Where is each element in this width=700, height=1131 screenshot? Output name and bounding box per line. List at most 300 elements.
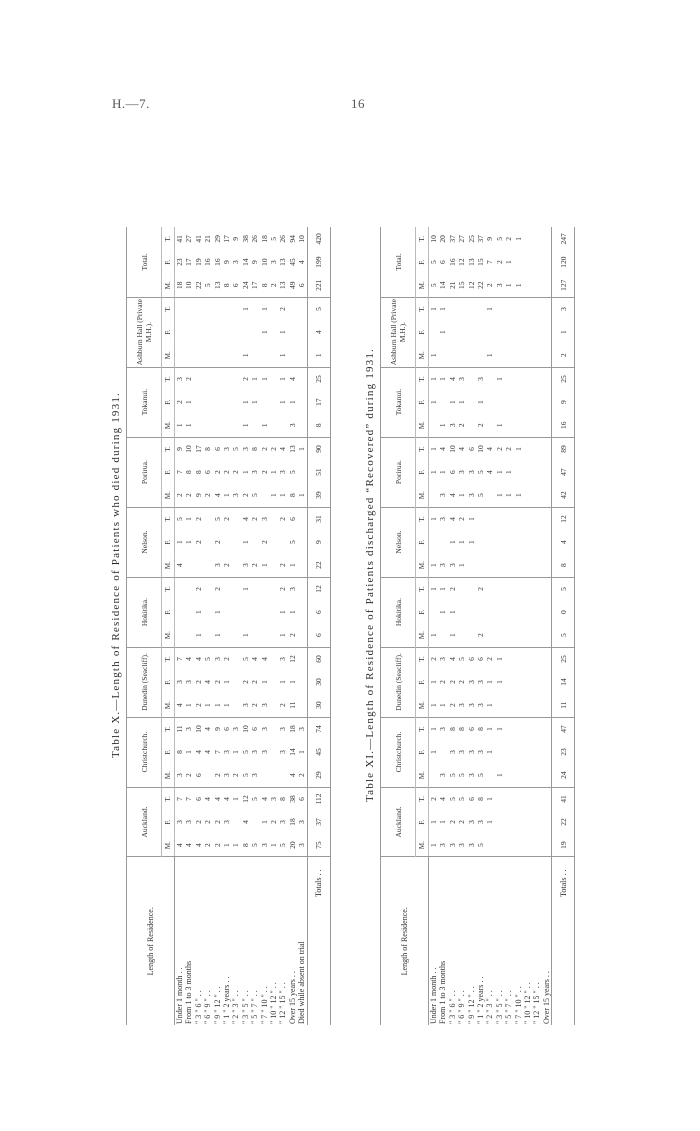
table-cell: 7 <box>184 797 194 801</box>
totals-cell: 89 <box>552 437 575 460</box>
table-row <box>194 227 203 1025</box>
table-cell: 3 <box>438 834 447 857</box>
table-cell: 5 <box>457 797 467 801</box>
table-cell: 6 <box>466 727 476 731</box>
totals-cell: 25 <box>552 367 575 390</box>
row-label: " 5 " 7 " . . <box>250 990 260 1024</box>
table-cell <box>523 740 532 763</box>
table-cell <box>222 577 231 600</box>
sub-header: M. <box>162 624 175 647</box>
col-group-header: Auckland. <box>127 787 162 857</box>
table-cell <box>297 414 307 437</box>
table-cell <box>297 577 307 600</box>
totals-cell: 41 <box>552 787 575 810</box>
table-cell <box>523 227 532 250</box>
table-cell <box>523 530 532 553</box>
table-cell: 1 <box>485 344 494 367</box>
table-cell: 1 <box>438 820 448 824</box>
table-cell: 2 <box>222 657 232 661</box>
row-label: Over 15 years . . <box>541 971 551 1024</box>
totals-cell: 1 <box>307 344 330 367</box>
table-cell: 1 <box>184 414 193 437</box>
table-cell <box>269 507 278 530</box>
table-cell <box>495 694 504 717</box>
table-cell <box>467 577 476 600</box>
table-cell <box>297 647 307 670</box>
table-cell: 18 <box>175 274 185 297</box>
totals-cell: 12 <box>307 577 330 600</box>
table-cell: 2 <box>213 764 222 787</box>
table-cell <box>467 600 476 623</box>
table-cell <box>542 670 552 693</box>
totals-cell: 4 <box>552 530 575 553</box>
totals-cell: 5 <box>307 297 330 320</box>
table-cell: 3 <box>278 470 288 474</box>
table-cell <box>203 600 212 623</box>
table-cell: 8 <box>476 797 486 801</box>
table-cell: 4 <box>175 834 185 857</box>
table-cell: 1 <box>212 610 222 614</box>
table-cell: 1 <box>494 470 504 474</box>
row-label: Died while absent on trial <box>297 941 307 1024</box>
table-cell: 9 <box>175 447 184 451</box>
table-cell: 2 <box>457 820 467 824</box>
table-cell <box>532 530 541 553</box>
totals-cell: 221 <box>307 274 330 297</box>
table-cell: 13 <box>278 274 287 297</box>
table-cell: 2 <box>504 447 514 451</box>
table-cell <box>532 460 541 483</box>
table-cell: 5 <box>212 517 222 521</box>
table-cell: 2 <box>193 540 203 544</box>
table-cell <box>495 834 504 857</box>
table-cell <box>532 670 541 693</box>
table-cell: 3 <box>457 834 466 857</box>
table-cell <box>495 787 504 810</box>
table-cell <box>504 554 513 577</box>
table-cell: 1 <box>429 517 438 521</box>
table-cell: 3 <box>476 750 486 754</box>
table-cell: 2 <box>476 414 485 437</box>
col-group-header: Tokanui. <box>381 367 416 437</box>
table-cell: 2 <box>297 764 307 787</box>
table-cell: 4 <box>203 797 213 801</box>
table-cell: 9 <box>485 236 495 241</box>
table-cell: 2 <box>250 554 259 577</box>
table-cell: 1 <box>429 587 438 591</box>
table-cell: 15 <box>457 274 466 297</box>
table-cell <box>269 554 278 577</box>
table-cell <box>504 367 513 390</box>
table-cell: 3 <box>457 377 467 381</box>
totals-cell: 74 <box>307 717 330 740</box>
table-cell: 3 <box>231 260 241 265</box>
table-cell <box>194 554 203 577</box>
table-cell: 3 <box>175 377 184 381</box>
table-cell <box>213 414 222 437</box>
table-cell: 3 <box>457 470 467 474</box>
sub-header: F. <box>416 250 429 273</box>
table-cell: 1 <box>447 400 457 404</box>
table-cell: 3 <box>297 727 307 731</box>
table-cell <box>542 320 552 343</box>
table-cell <box>231 670 240 693</box>
totals-cell: 1 <box>552 320 575 343</box>
table-cell: 2 <box>269 447 279 451</box>
totals-row <box>552 227 575 1025</box>
totals-cell: 51 <box>307 460 330 483</box>
table-row <box>278 227 287 1025</box>
table-cell: 1 <box>504 260 514 265</box>
table-cell: 12 <box>457 258 467 266</box>
table-cell: 3 <box>222 764 231 787</box>
sub-header: T. <box>162 367 175 390</box>
table-cell: 1 <box>429 624 439 647</box>
table-cell <box>250 414 259 437</box>
table-cell: 25 <box>466 235 476 243</box>
table-cell <box>231 694 240 717</box>
table-cell <box>523 554 532 577</box>
table-cell: 1 <box>241 414 250 437</box>
table-cell: 17 <box>184 258 194 266</box>
col-group-header: Porirua. <box>381 437 416 507</box>
sub-header: M. <box>162 764 175 787</box>
table-cell: 2 <box>447 820 457 824</box>
table-row <box>532 227 541 1025</box>
table-cell <box>523 320 532 343</box>
table-cell <box>542 717 552 740</box>
table-cell <box>467 390 476 413</box>
table-cell <box>476 600 485 623</box>
table-cell: 1 <box>494 657 504 661</box>
table-cell: 1 <box>287 680 297 684</box>
table-cell <box>260 764 269 787</box>
table-cell: 41 <box>193 235 203 243</box>
col-group-header: Hokitika. <box>381 577 416 647</box>
table-row <box>260 227 269 1025</box>
table-cell <box>504 414 513 437</box>
table-cell <box>504 810 513 833</box>
table-cell: 2 <box>203 484 212 507</box>
totals-cell: 22 <box>307 554 330 577</box>
table-xi-title: Table XI.—Length of Residence of Patients discharged “Recovered” during 1931. <box>364 348 376 803</box>
table-cell: 2 <box>212 540 222 544</box>
table-cell: 2 <box>250 694 259 717</box>
table-cell <box>250 320 259 343</box>
table-cell <box>523 787 532 810</box>
table-cell <box>297 320 307 343</box>
sub-header: F. <box>416 320 429 343</box>
table-cell: 1 <box>287 400 297 404</box>
sub-header: F. <box>162 600 175 623</box>
sub-header: M. <box>162 554 175 577</box>
table-cell: 26 <box>250 235 260 243</box>
table-cell: 8 <box>203 447 213 451</box>
totals-cell: 37 <box>307 810 330 833</box>
table-cell: 21 <box>203 235 213 243</box>
table-cell: 1 <box>213 694 222 717</box>
table-row <box>485 227 494 1025</box>
sub-header: M. <box>416 764 429 787</box>
table-cell: 26 <box>278 235 288 243</box>
row-label: " 7 " 10 " . . <box>259 986 269 1024</box>
table-cell <box>250 297 259 320</box>
table-cell <box>532 414 541 437</box>
table-cell <box>175 297 185 320</box>
table-cell: 6 <box>447 470 457 474</box>
table-cell: 5 <box>240 657 250 661</box>
table-cell: 4 <box>288 764 297 787</box>
table-cell: 8 <box>447 727 457 731</box>
table-cell <box>438 530 447 553</box>
table-cell: 1 <box>278 484 287 507</box>
table-cell: 24 <box>241 274 250 297</box>
table-cell: 4 <box>194 834 203 857</box>
table-cell: 1 <box>222 484 231 507</box>
row-label: " 3 " 6 " . . <box>447 990 457 1024</box>
table-cell: 2 <box>250 517 260 521</box>
table-cell <box>457 577 466 600</box>
table-cell: 3 <box>438 727 448 731</box>
table-cell: 13 <box>287 445 297 453</box>
table-cell: 3 <box>287 587 297 591</box>
table-cell: 1 <box>495 764 504 787</box>
table-cell <box>514 717 523 740</box>
table-cell: 6 <box>212 447 222 451</box>
table-cell: 2 <box>485 657 495 661</box>
table-cell: 6 <box>194 764 203 787</box>
rotated-tables <box>110 125 610 1025</box>
table-cell <box>278 764 287 787</box>
table-cell: 16 <box>447 258 457 266</box>
sub-header: F. <box>416 670 429 693</box>
table-cell <box>429 600 439 623</box>
col-group-header: Ashburn Hall (Private M.H.). <box>381 297 416 367</box>
table-cell: 4 <box>175 694 185 717</box>
table-cell <box>250 810 259 833</box>
table-cell: 2 <box>194 694 203 717</box>
table-cell <box>476 320 485 343</box>
table-cell <box>448 320 457 343</box>
table-cell: 5 <box>250 484 259 507</box>
table-cell <box>514 460 523 483</box>
totals-cell: 30 <box>307 670 330 693</box>
table-cell <box>250 530 259 553</box>
table-cell <box>532 740 541 763</box>
table-cell: 1 <box>278 610 288 614</box>
table-row <box>438 227 447 1025</box>
table-cell <box>288 297 297 320</box>
table-cell <box>269 530 278 553</box>
col-group-header: Christchurch. <box>127 717 162 787</box>
table-cell: 7 <box>175 797 184 801</box>
table-cell: 3 <box>269 797 279 801</box>
table-cell <box>514 554 523 577</box>
table-row <box>542 227 552 1025</box>
totals-cell: 16 <box>552 414 575 437</box>
sub-header: M. <box>162 484 175 507</box>
table-cell: 2 <box>184 484 193 507</box>
table-row <box>495 227 504 1025</box>
table-xi <box>380 227 575 1025</box>
table-row <box>457 227 466 1025</box>
table-cell <box>269 390 278 413</box>
table-cell: 3 <box>175 820 184 824</box>
table-cell: 5 <box>250 797 260 801</box>
table-cell <box>213 367 222 390</box>
table-cell <box>532 787 541 810</box>
table-cell <box>523 460 532 483</box>
table-cell <box>297 367 307 390</box>
table-cell: 19 <box>193 258 203 266</box>
table-cell <box>532 764 541 787</box>
table-cell: 4 <box>193 750 203 754</box>
table-cell: 1 <box>222 834 231 857</box>
table-cell: 8 <box>288 484 297 507</box>
table-cell <box>231 414 240 437</box>
table-cell: 3 <box>438 554 447 577</box>
table-cell: 5 <box>494 236 504 241</box>
col-group-header: Hokitika. <box>127 577 162 647</box>
table-cell: 2 <box>278 554 287 577</box>
table-cell <box>504 694 513 717</box>
table-cell <box>514 764 523 787</box>
table-cell: 3 <box>175 764 185 787</box>
table-cell: 1 <box>175 414 185 437</box>
table-cell <box>542 624 552 647</box>
table-cell <box>231 624 240 647</box>
table-cell <box>222 624 231 647</box>
table-cell: 13 <box>466 258 476 266</box>
length-header: Length of Residence. <box>127 857 175 1025</box>
totals-cell: 14 <box>552 670 575 693</box>
sub-header: M. <box>416 834 429 857</box>
table-cell: 10 <box>240 725 250 733</box>
sub-header: T. <box>416 647 429 670</box>
table-cell: 1 <box>495 414 504 437</box>
table-cell <box>514 507 523 530</box>
sub-header: T. <box>162 577 175 600</box>
sub-header: F. <box>416 740 429 763</box>
table-cell: 4 <box>438 797 448 801</box>
table-cell <box>260 390 269 413</box>
row-label: " 6 " 9 " . . <box>203 990 213 1024</box>
col-group-header: Dunedin (Seacliff). <box>127 647 162 717</box>
table-cell: 4 <box>250 657 260 661</box>
table-cell <box>504 507 513 530</box>
table-cell <box>532 717 541 740</box>
table-cell <box>485 554 494 577</box>
table-cell <box>448 344 457 367</box>
table-cell: 6 <box>297 797 307 801</box>
page-reference: H.—7. <box>112 96 150 111</box>
table-cell <box>269 694 278 717</box>
table-cell <box>542 740 552 763</box>
totals-cell: 6 <box>307 624 330 647</box>
length-header: Length of Residence. <box>381 857 429 1025</box>
table-cell <box>231 344 240 367</box>
sub-header: F. <box>162 670 175 693</box>
table-cell: 3 <box>212 657 222 661</box>
table-cell: 9 <box>222 260 232 265</box>
table-cell <box>504 320 513 343</box>
table-cell: 8 <box>184 470 194 474</box>
table-cell <box>532 694 541 717</box>
table-cell: 4 <box>278 447 288 451</box>
table-cell: 13 <box>278 258 288 266</box>
table-cell <box>485 367 494 390</box>
table-cell: 1 <box>495 484 504 507</box>
table-cell <box>231 810 240 833</box>
table-cell: 5 <box>175 517 184 521</box>
table-cell: 1 <box>269 484 278 507</box>
table-cell: 1 <box>278 400 288 404</box>
table-cell: 2 <box>476 624 485 647</box>
table-cell <box>269 367 278 390</box>
table-cell <box>213 344 222 367</box>
table-cell <box>457 320 466 343</box>
table-cell: 1 <box>240 540 250 544</box>
table-cell: 3 <box>259 727 269 731</box>
table-cell <box>523 600 532 623</box>
table-cell <box>203 390 212 413</box>
table-cell: 16 <box>203 258 213 266</box>
table-cell: 1 <box>457 400 467 404</box>
table-cell <box>175 624 185 647</box>
table-cell: 3 <box>213 554 222 577</box>
table-cell <box>278 414 287 437</box>
table-cell <box>184 624 193 647</box>
table-cell <box>269 717 278 740</box>
table-cell: 2 <box>184 377 194 381</box>
col-group-header: Nelson. <box>127 507 162 577</box>
table-cell: 6 <box>231 274 240 297</box>
table-cell <box>203 624 212 647</box>
sub-header: F. <box>162 390 175 413</box>
sub-header: M. <box>162 694 175 717</box>
table-cell <box>514 670 523 693</box>
table-cell <box>231 297 240 320</box>
table-cell: 1 <box>429 400 438 404</box>
table-cell: 1 <box>231 834 240 857</box>
table-cell: 2 <box>278 587 288 591</box>
table-cell <box>269 600 278 623</box>
table-cell: 2 <box>175 484 185 507</box>
table-cell: 3 <box>250 750 260 754</box>
table-cell <box>485 834 494 857</box>
table-cell: 2 <box>485 274 494 297</box>
table-cell: 1 <box>259 330 269 334</box>
table-cell <box>532 647 541 670</box>
table-cell: 4 <box>203 727 213 731</box>
table-cell: 5 <box>240 750 250 754</box>
table-cell <box>542 344 552 367</box>
table-cell <box>184 600 193 623</box>
table-cell <box>523 670 532 693</box>
table-cell: 5 <box>447 797 457 801</box>
table-cell: 2 <box>278 517 288 521</box>
col-group-header: Ashburn Hall (Private M.H.). <box>127 297 162 367</box>
table-cell <box>476 297 485 320</box>
totals-cell: 0 <box>552 600 575 623</box>
table-cell <box>504 647 513 670</box>
row-label: " 3 " 5 " . . <box>494 990 504 1024</box>
table-cell <box>523 414 532 437</box>
table-cell: 13 <box>213 274 222 297</box>
table-cell: 1 <box>231 797 241 801</box>
table-cell: 1 <box>438 694 447 717</box>
totals-cell: 127 <box>552 274 575 297</box>
